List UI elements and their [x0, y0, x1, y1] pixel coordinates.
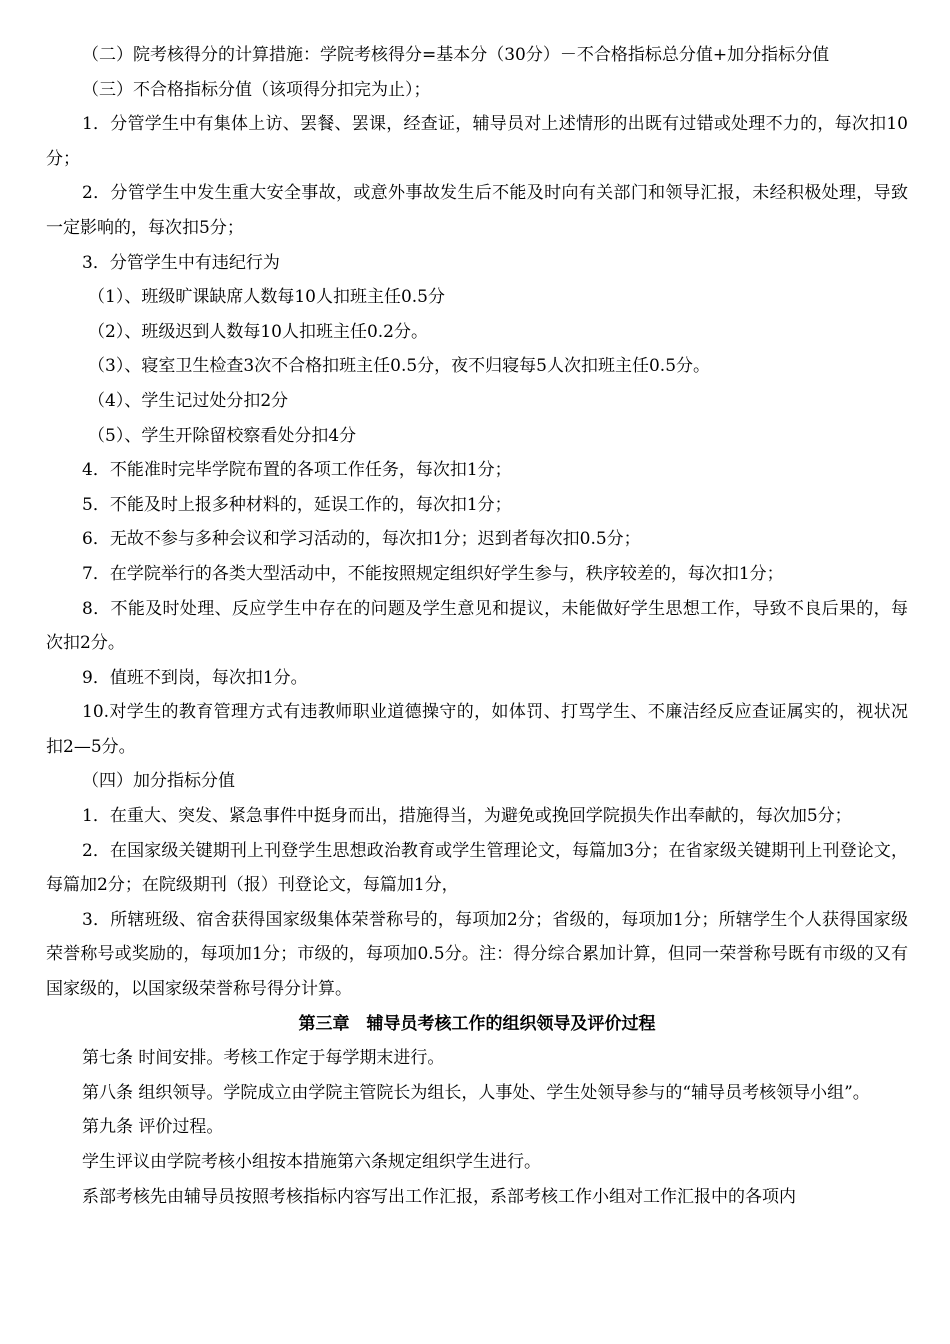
sub-item: （3）、寝室卫生检查3次不合格扣班主任0.5分，夜不归寝每5人次扣班主任0.5分。	[88, 356, 711, 377]
sub-item: （1）、班级旷课缺席人数每10人扣班主任0.5分	[88, 287, 445, 308]
paragraph: 3．分管学生中有违纪行为	[82, 252, 280, 273]
paragraph: 2．分管学生中发生重大安全事故，或意外事故发生后不能及时向有关部门和领导汇报，未经积极处理，导致一定影响的，每次扣5分；	[46, 183, 908, 238]
paragraph: 系部考核先由辅导员按照考核指标内容写出工作汇报，系部考核工作小组对工作汇报中的各项内	[82, 1186, 796, 1207]
paragraph: 第九条 评价过程。	[82, 1117, 224, 1138]
document-page	[46, 38, 908, 1214]
paragraph: 8．不能及时处理、反应学生中存在的问题及学生意见和提议，未能做好学生思想工作，导致不良后果的，每次扣2分。	[46, 598, 908, 654]
sub-item: （2）、班级迟到人数每10人扣班主任0.2分。	[88, 321, 428, 342]
paragraph: 4．不能准时完毕学院布置的各项工作任务，每次扣1分；	[82, 460, 512, 481]
paragraph: （三）不合格指标分值（该项得分扣完为止）；	[82, 79, 431, 100]
paragraph: 10.对学生的教育管理方式有违教师职业道德操守的，如体罚、打骂学生、不廉洁经反应查证属实的，视状况扣2—5分。	[46, 702, 908, 757]
paragraph: （四）加分指标分值	[82, 771, 235, 792]
paragraph: 3．所辖班级、宿舍获得国家级集体荣誉称号的，每项加2分；省级的，每项加1分；所辖学生个人获得国家级荣誉称号或奖励的，每项加1分；市级的，每项加0.5分。注：得分综合累加计算，但同一荣誉称号既有市级的又有国家级的，以国家级荣誉称号得分计算。	[46, 909, 908, 1000]
paragraph: 2．在国家级关键期刊上刊登学生思想政治教育或学生管理论文，每篇加3分；在省家级关键期刊上刊登论文，每篇加2分；在院级期刊（报）刊登论文，每篇加1分，	[46, 840, 908, 896]
paragraph: 1．分管学生中有集体上访、罢餐、罢课，经查证，辅导员对上述情形的出既有过错或处理不力的，每次扣10分；	[46, 114, 908, 169]
paragraph: 5．不能及时上报多种材料的，延误工作的，每次扣1分；	[82, 494, 512, 515]
sub-item: （4）、学生记过处分扣2分	[88, 390, 289, 411]
paragraph: 9．值班不到岗，每次扣1分。	[82, 667, 308, 688]
paragraph: 6．无故不参与多种会议和学习活动的，每次扣1分；迟到者每次扣0.5分；	[82, 529, 641, 550]
chapter-heading: 第三章 辅导员考核工作的组织领导及评价过程	[298, 1013, 656, 1034]
paragraph: 1．在重大、突发、紧急事件中挺身而出，措施得当，为避免或挽回学院损失作出奉献的，每次加5分；	[82, 806, 852, 827]
paragraph: 第七条 时间安排。考核工作定于每学期末进行。	[82, 1048, 445, 1069]
paragraph: （二）院考核得分的计算措施：学院考核得分=基本分（30分）－不合格指标总分值+加分指标分值	[82, 45, 830, 65]
paragraph: 学生评议由学院考核小组按本措施第六条规定组织学生进行。	[82, 1152, 541, 1172]
paragraph: 7．在学院举行的各类大型活动中，不能按照规定组织好学生参与，秩序较差的，每次扣1分；	[82, 563, 784, 584]
paragraph: 第八条 组织领导。学院成立由学院主管院长为组长，人事处、学生处领导参与的“辅导员考核领导小组”。	[82, 1082, 870, 1103]
sub-item: （5）、学生开除留校察看处分扣4分	[88, 425, 357, 446]
